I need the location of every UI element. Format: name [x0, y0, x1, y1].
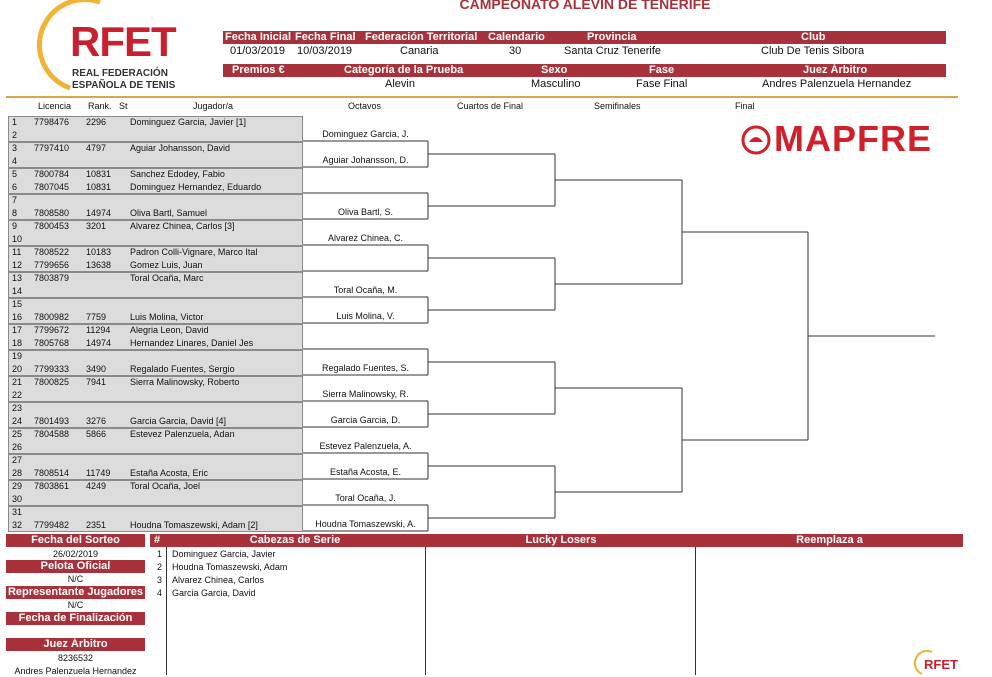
- draw-player-name: Sanchez Edodey, Fabio: [130, 169, 225, 179]
- draw-player-name: Oliva Bartl, Samuel: [130, 208, 208, 218]
- col-octavos: Octavos: [348, 101, 382, 111]
- footer-reemplaza-label: Reemplaza a: [696, 534, 963, 547]
- draw-player-name: Houdna Tomaszewski, Adam [2]: [130, 520, 258, 530]
- seed-number: 2: [157, 562, 163, 572]
- draw-player-name: Regalado Fuentes, Sergio: [130, 364, 235, 374]
- val-fecha-inicial: 01/03/2019: [230, 45, 286, 57]
- val-calendario: 30: [509, 45, 522, 57]
- seed-player-name: Dominguez Garcia, Javier: [172, 549, 276, 559]
- draw-rank: 3276: [86, 416, 107, 426]
- small-logo-letters: RFET: [924, 657, 958, 672]
- draw-rank: 7759: [86, 312, 107, 322]
- val-fecha-final: 10/03/2019: [297, 45, 353, 57]
- footer-pelota-label: Pelota Oficial: [6, 560, 145, 573]
- octavos-winner: Oliva Bartl, S.: [337, 207, 393, 217]
- draw-licencia: 7801493: [34, 416, 70, 426]
- draw-player-name: Padron Colli-Vignare, Marco Ital: [130, 247, 258, 257]
- draw-player-name: Alegria Leon, David: [130, 325, 209, 335]
- val-club: Club De Tenis Sibora: [761, 45, 865, 57]
- footer-representante-label: Representante Jugadores: [7, 586, 144, 598]
- col-final: Final: [735, 101, 755, 111]
- hdr-club: Club: [801, 31, 826, 43]
- draw-number: 23: [12, 403, 23, 413]
- draw-rank: 3490: [86, 364, 107, 374]
- draw-player-name: Alvarez Chinea, Carlos [3]: [130, 221, 235, 231]
- draw-number: 17: [12, 325, 23, 335]
- footer-divider-1: [166, 547, 167, 675]
- octavos-winner: Garcia Garcia, D.: [330, 415, 401, 425]
- draw-rank: 10183: [86, 247, 112, 257]
- hdr-sexo: Sexo: [541, 64, 568, 76]
- draw-licencia: 7808514: [34, 468, 70, 478]
- draw-player-name: Garcia Garcia, David [4]: [130, 416, 227, 426]
- draw-number: 3: [12, 143, 18, 153]
- footer-juez-label: Juez Árbitro: [6, 638, 145, 651]
- draw-number: 7: [12, 195, 18, 205]
- draw-licencia: 7799656: [34, 260, 70, 270]
- val-federacion: Canaria: [400, 45, 439, 57]
- hdr-premios: Premios €: [232, 64, 285, 76]
- draw-rank: 3201: [86, 221, 107, 231]
- draw-number: 15: [12, 299, 23, 309]
- val-provincia: Santa Cruz Tenerife: [564, 45, 662, 57]
- draw-rank: 2351: [86, 520, 107, 530]
- octavos-winner: Aguiar Johansson, D.: [322, 155, 409, 165]
- draw-licencia: 7803879: [34, 273, 70, 283]
- footer-lucky-label: Lucky Losers: [426, 534, 696, 547]
- seed-player-name: Houdna Tomaszewski, Adam: [172, 562, 288, 572]
- draw-player-name: Estevez Palenzuela, Adan: [130, 429, 235, 439]
- seed-number: 1: [157, 549, 163, 559]
- draw-player-name: Toral Ocaña, Marc: [130, 273, 204, 283]
- logo-letters: RFET: [70, 18, 176, 65]
- draw-rank: 7941: [86, 377, 107, 387]
- footer-juez-id: 8236532: [57, 653, 94, 663]
- draw-licencia: 7808522: [34, 247, 70, 257]
- draw-number: 6: [12, 182, 18, 192]
- draw-number: 20: [12, 364, 23, 374]
- val-juez: Andres Palenzuela Hernandez: [762, 78, 912, 90]
- draw-number: 22: [12, 390, 23, 400]
- col-semis: Semifinales: [594, 101, 641, 111]
- hdr-juez: Juez Árbitro: [803, 64, 868, 76]
- seed-player-name: Alvarez Chinea, Carlos: [172, 575, 265, 585]
- draw-number: 1: [12, 117, 18, 127]
- val-categoria: Alevin: [385, 78, 415, 90]
- draw-player-name: Estaña Acosta, Eric: [130, 468, 209, 478]
- octavos-winner: Luis Molina, V.: [336, 311, 395, 321]
- draw-number: 26: [12, 442, 23, 452]
- footer-pelota-value: N/C: [67, 574, 84, 584]
- draw-number: 4: [12, 156, 18, 166]
- draw-number: 11: [12, 247, 22, 257]
- draw-rank: 2296: [86, 117, 107, 127]
- footer-divider-2: [425, 547, 426, 675]
- draw-licencia: 7807045: [34, 182, 70, 192]
- draw-number: 14: [12, 286, 23, 296]
- draw-number: 24: [12, 416, 23, 426]
- logo-line2: ESPAÑOLA DE TENIS: [72, 80, 176, 91]
- draw-number: 8: [12, 208, 18, 218]
- draw-number: 29: [12, 481, 23, 491]
- seed-number: 3: [157, 575, 163, 585]
- logo-line1: REAL FEDERACIÓN: [72, 68, 168, 79]
- draw-rank: 4249: [86, 481, 107, 491]
- draw-number: 9: [12, 221, 18, 231]
- draw-number: 19: [12, 351, 23, 361]
- hdr-calendario: Calendario: [488, 31, 545, 43]
- draw-licencia: 7803861: [34, 481, 70, 491]
- draw-licencia: 7800784: [34, 169, 70, 179]
- draw-player-name: Toral Ocaña, Joel: [130, 481, 201, 491]
- draw-licencia: 7799333: [34, 364, 70, 374]
- col-st: St: [119, 101, 128, 111]
- draw-player-name: Dominguez Garcia, Javier [1]: [130, 117, 247, 127]
- octavos-winner: Estaña Acosta, E.: [329, 467, 402, 477]
- footer-cabezas-label: Cabezas de Serie: [164, 534, 426, 547]
- draw-rank: 10831: [86, 182, 112, 192]
- draw-licencia: 7799482: [34, 520, 70, 530]
- hdr-categoria: Categoría de la Prueba: [344, 64, 464, 76]
- draw-number: 32: [12, 520, 23, 530]
- seed-player-name: Garcia Garcia, David: [172, 588, 256, 598]
- octavos-winner: Dominguez Garcia, J.: [322, 129, 409, 139]
- octavos-winner: Estevez Palenzuela, A.: [319, 441, 412, 451]
- footer-sorteo-value: 26/02/2019: [52, 549, 99, 559]
- hdr-fase: Fase: [649, 64, 675, 76]
- octavos-winner: Sierra Malinowsky, R.: [322, 389, 409, 399]
- draw-rank: 11294: [86, 325, 111, 335]
- octavos-winner: Toral Ocaña, J.: [335, 493, 396, 503]
- draw-rank: 14974: [86, 208, 112, 218]
- footer-representante-value: N/C: [67, 600, 84, 610]
- mapfre-text: MAPFRE: [774, 118, 932, 159]
- draw-licencia: 7804588: [34, 429, 70, 439]
- draw-licencia: 7798476: [34, 117, 70, 127]
- draw-player-name: Dominguez Hernandez, Eduardo: [130, 182, 262, 192]
- val-fase: Fase Final: [636, 78, 688, 90]
- col-rank: Rank.: [88, 101, 112, 111]
- draw-licencia: 7800453: [34, 221, 70, 231]
- draw-number: 10: [12, 234, 23, 244]
- draw-number: 27: [12, 455, 23, 465]
- draw-licencia: 7799672: [34, 325, 70, 335]
- hdr-fecha-inicial: Fecha Inicial: [225, 31, 292, 43]
- draw-number: 5: [12, 169, 18, 179]
- footer-hash-label: #: [150, 534, 164, 547]
- small-rfet-logo: [912, 650, 962, 675]
- page-title: CAMPEONATO ALEVIN DE TENERIFE: [459, 0, 711, 12]
- draw-player-name: Aguiar Johansson, David: [130, 143, 231, 153]
- draw-player-name: Luis Molina, Victor: [130, 312, 204, 322]
- hdr-fecha-final: Fecha Final: [295, 31, 356, 43]
- draw-rank: 11749: [86, 468, 111, 478]
- draw-licencia: 7800825: [34, 377, 70, 387]
- draw-rank: 5866: [86, 429, 107, 439]
- octavos-winner: Alvarez Chinea, C.: [327, 233, 404, 243]
- draw-number: 25: [12, 429, 23, 439]
- col-jugador: Jugador/a: [193, 101, 234, 111]
- draw-number: 18: [12, 338, 23, 348]
- draw-number: 16: [12, 312, 23, 322]
- col-licencia: Licencia: [38, 101, 72, 111]
- footer-divider-3: [695, 547, 696, 675]
- draw-licencia: 7800982: [34, 312, 70, 322]
- draw-number: 21: [12, 377, 23, 387]
- draw-number: 30: [12, 494, 23, 504]
- draw-licencia: 7805768: [34, 338, 70, 348]
- draw-rank: 10831: [86, 169, 112, 179]
- hdr-provincia: Provincia: [587, 31, 637, 43]
- seed-number: 4: [157, 588, 163, 598]
- octavos-winner: Regalado Fuentes, S.: [321, 363, 410, 373]
- draw-number: 13: [12, 273, 23, 283]
- draw-rank: 13638: [86, 260, 112, 270]
- footer-finalizacion-label: Fecha de Finalización: [6, 612, 145, 625]
- draw-rank: 14974: [86, 338, 112, 348]
- col-cuartos: Cuartos de Final: [457, 101, 524, 111]
- draw-licencia: 7808580: [34, 208, 70, 218]
- draw-licencia: 7797410: [34, 143, 70, 153]
- draw-number: 12: [12, 260, 23, 270]
- draw-number: 28: [12, 468, 23, 478]
- octavos-winner: Toral Ocaña, M.: [333, 285, 398, 295]
- val-sexo: Masculino: [531, 78, 581, 90]
- footer-juez-name: Andres Palenzuela Hernandez: [14, 666, 137, 676]
- draw-rank: 4797: [86, 143, 107, 153]
- draw-number: 31: [12, 507, 23, 517]
- draw-player-name: Sierra Malinowsky, Roberto: [130, 377, 240, 387]
- draw-player-name: Gomez Luis, Juan: [130, 260, 203, 270]
- draw-player-name: Hernandez Linares, Daniel Jes: [130, 338, 254, 348]
- hdr-federacion: Federación Territorial: [365, 31, 478, 43]
- footer-sorteo-label: Fecha del Sorteo: [6, 534, 145, 547]
- octavos-winner: Houdna Tomaszewski, A.: [315, 519, 416, 529]
- draw-number: 2: [12, 130, 18, 140]
